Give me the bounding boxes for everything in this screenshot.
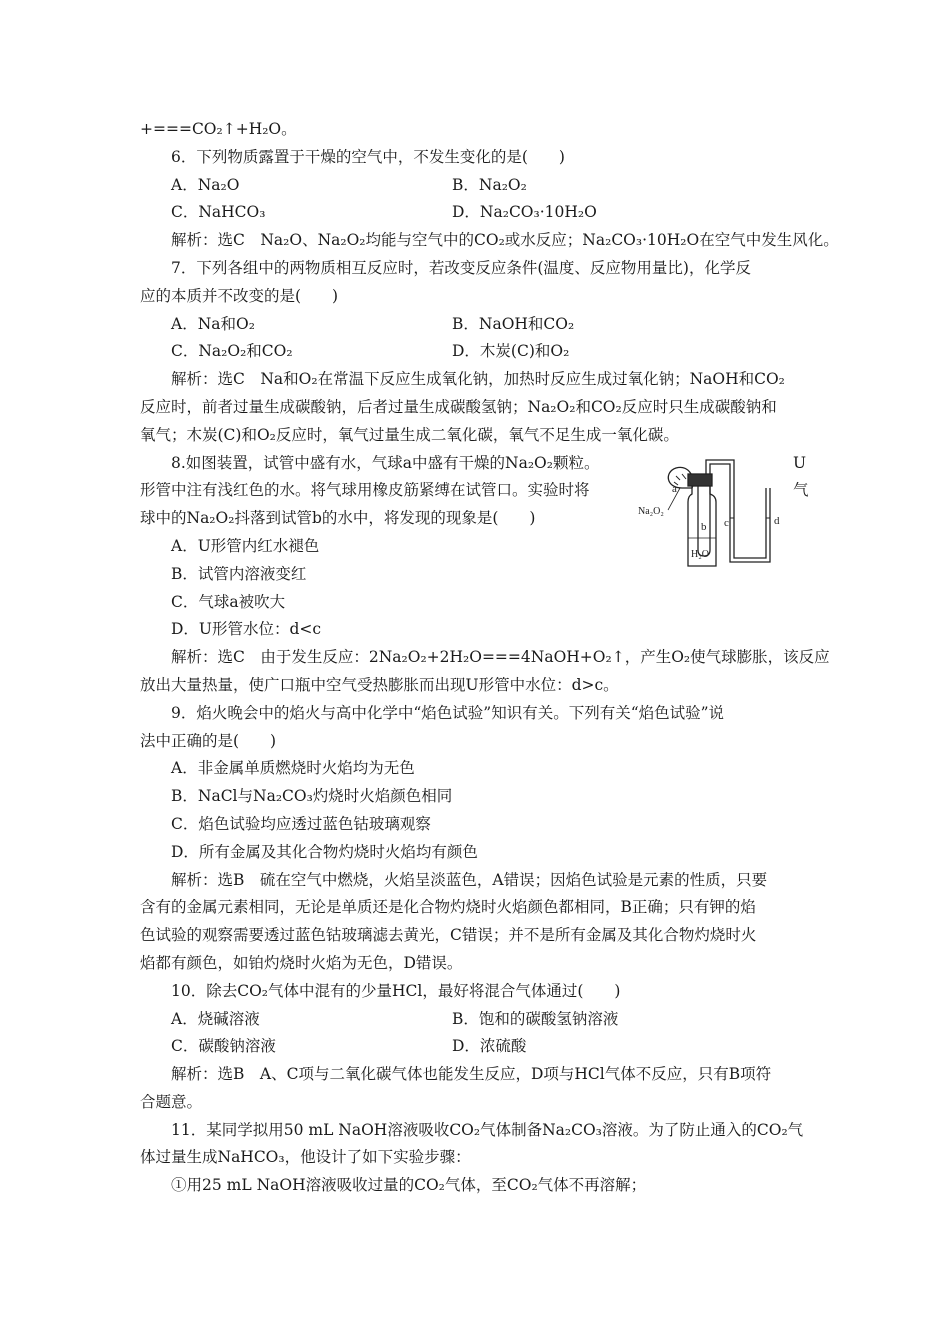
question-11-stem-cont: 体过量生成NaHCO₃，他设计了如下实验步骤：	[140, 1148, 471, 1167]
question-9-analysis-cont: 含有的金属元素相同，无论是单质还是化合物灼烧时火焰颜色都相同，B正确；只有钾的焰	[140, 898, 756, 917]
u-tube-outer	[710, 464, 770, 562]
label-na2o2: Na₂O₂	[638, 506, 664, 517]
option-d: D．所有金属及其化合物灼烧时火焰均有颜色	[171, 842, 478, 861]
text-line: +===CO₂↑+H₂O。	[140, 120, 297, 138]
question-9-stem-cont: 法中正确的是( )	[140, 731, 277, 750]
question-7-analysis-cont: 反应时，前者过量生成碳酸钠，后者过量生成碳酸氢钠；Na₂O₂和CO₂反应时只生成碳酸钠和	[140, 397, 777, 416]
question-9-analysis-cont: 焰都有颜色，如铂灼烧时火焰为无色，D错误。	[140, 953, 463, 972]
option-d: D．Na₂CO₃·10H₂O	[452, 203, 597, 222]
question-11-step-1: ①用25 mL NaOH溶液吸收过量的CO₂气体，至CO₂气体不再溶解；	[171, 1176, 647, 1195]
question-10-analysis: 解析：选B A、C项与二氧化碳气体也能发生反应，D项与HCl气体不反应，只有B项符	[171, 1065, 772, 1084]
question-6-stem: 6．下列物质露置于干燥的空气中，不发生变化的是( )	[171, 147, 565, 166]
question-7-options-cd	[140, 338, 820, 366]
question-9-analysis: 解析：选B 硫在空气中燃烧，火焰呈淡蓝色，A错误；因焰色试验是元素的性质，只要	[171, 870, 768, 889]
label-c: c	[724, 517, 729, 529]
question-10-stem: 10．除去CO₂气体中混有的少量HCl，最好将混合气体通过( )	[171, 981, 621, 1000]
question-8-stem-side: U	[793, 453, 807, 472]
option-b: B．试管内溶液变红	[171, 564, 307, 583]
option-d: D．木炭(C)和O₂	[452, 342, 570, 361]
question-10-options-ab	[140, 1006, 820, 1034]
option-c: C．碳酸钠溶液	[171, 1037, 276, 1056]
rubber-stopper	[688, 474, 712, 486]
question-7-stem: 7．下列各组中的两物质相互反应时，若改变反应条件(温度、反应物用量比)，化学反	[171, 258, 751, 277]
option-d: D．U形管水位：d<c	[171, 620, 322, 639]
option-b: B．NaCl与Na₂CO₃灼烧时火焰颜色相同	[171, 787, 453, 806]
question-8-analysis-cont: 放出大量热量，使广口瓶中空气受热膨胀而出现U形管中水位：d>c。	[140, 675, 619, 694]
question-8-stem-text: 8.如图装置，试管中盛有水，气球a中盛有干燥的Na₂O₂颗粒。	[171, 453, 600, 472]
option-c: C．NaHCO₃	[171, 203, 266, 222]
label-b: b	[701, 521, 707, 533]
question-10-analysis-cont: 合题意。	[140, 1092, 203, 1111]
question-8-analysis: 解析：选C 由于发生反应：2Na₂O₂+2H₂O===4NaOH+O₂↑，产生O₂使气球膨胀，该反应	[171, 648, 830, 667]
question-9-stem: 9．焰火晚会中的焰火与高中化学中“焰色试验”知识有关。下列有关“焰色试验”说	[171, 703, 725, 722]
question-6-options-cd	[140, 199, 820, 227]
question-7-stem-cont: 应的本质并不改变的是( )	[140, 286, 339, 305]
question-6-analysis: 解析：选C Na₂O、Na₂O₂均能与空气中的CO₂或水反应；Na₂CO₃·10H₂O在空气中发生风化。	[171, 231, 839, 250]
question-8-stem-side: 气	[793, 481, 809, 500]
question-6-options-ab	[140, 172, 820, 200]
option-c: C．焰色试验均应透过蓝色钴玻璃观察	[171, 814, 431, 833]
document-page	[140, 116, 839, 1200]
label-a: a	[672, 483, 677, 495]
question-10-options-cd	[140, 1033, 820, 1061]
question-8-stem-text: 形管中注有浅红色的水。将气球用橡皮筋紧缚在试管口。实验时将	[140, 481, 590, 500]
option-c: C．气球a被吹大	[171, 592, 286, 611]
option-a: A．Na和O₂	[171, 314, 255, 333]
option-a: A．非金属单质燃烧时火焰均为无色	[171, 759, 415, 778]
option-d: D．浓硫酸	[452, 1037, 527, 1056]
option-a: A．烧碱溶液	[171, 1009, 260, 1028]
question-7-analysis: 解析：选C Na和O₂在常温下反应生成氧化钠，加热时反应生成过氧化钠；NaOH和CO₂	[171, 370, 785, 389]
apparatus-diagram	[638, 458, 788, 570]
question-11-stem: 11．某同学拟用50 mL NaOH溶液吸收CO₂气体制备Na₂CO₃溶液。为了防止通入的CO₂气	[171, 1120, 804, 1139]
option-c: C．Na₂O₂和CO₂	[171, 342, 293, 361]
question-9-analysis-cont: 色试验的观察需要透过蓝色钴玻璃滤去黄光，C错误；并不是所有金属及其化合物灼烧时火	[140, 926, 757, 945]
label-h2o: H₂O	[691, 549, 709, 560]
option-b: B．NaOH和CO₂	[452, 314, 575, 333]
option-b: B．饱和的碳酸氢钠溶液	[452, 1009, 619, 1028]
question-7-analysis-cont: 氧气；木炭(C)和O₂反应时，氧气过量生成二氧化碳，氧气不足生成一氧化碳。	[140, 425, 679, 444]
delivery-tube	[706, 460, 766, 558]
question-7-options-ab	[140, 311, 820, 339]
option-b: B．Na₂O₂	[452, 175, 527, 194]
label-d: d	[774, 515, 780, 527]
option-a: A．Na₂O	[171, 175, 240, 194]
option-a: A．U形管内红水褪色	[171, 536, 320, 555]
question-8-stem-cont: 球中的Na₂O₂抖落到试管b的水中，将发现的现象是( )	[140, 509, 536, 528]
